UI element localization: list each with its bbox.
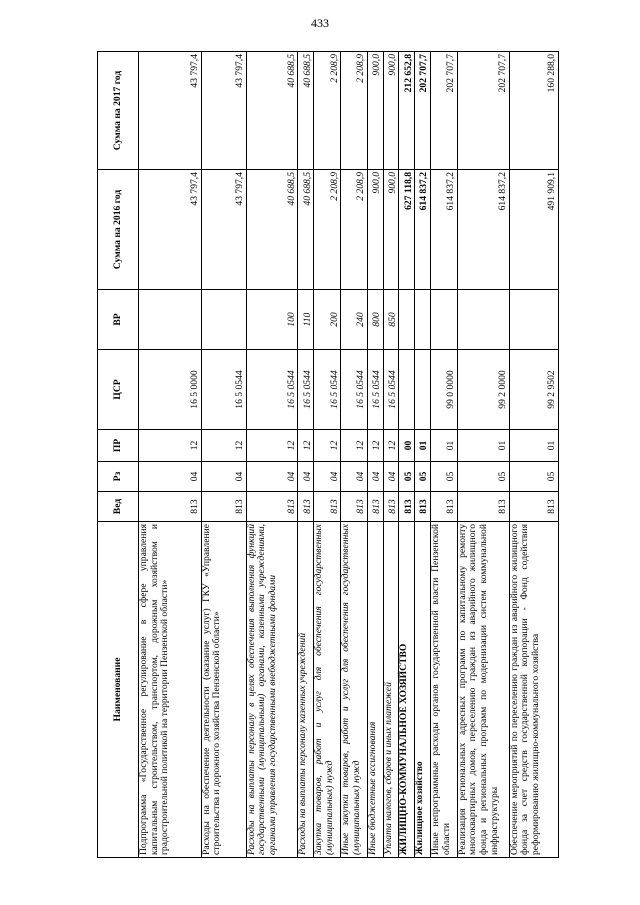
table-row xyxy=(201,52,246,858)
row-pr-cell: 12 xyxy=(298,430,314,462)
row-rz-cell: 05 xyxy=(399,462,415,492)
row-ved-cell: 813 xyxy=(415,492,431,522)
row-vr-cell: 200 xyxy=(314,290,341,350)
row-csr-cell xyxy=(415,350,431,430)
row-vr-cell: 110 xyxy=(298,290,314,350)
budget-table-wrapper xyxy=(97,52,559,858)
row-sum-2016-cell: 2 208,9 xyxy=(314,170,341,290)
row-rz-cell: 04 xyxy=(246,462,298,492)
row-rz-cell: 05 xyxy=(430,462,457,492)
table-row xyxy=(399,52,415,858)
row-sum-2017-cell: 202 707,7 xyxy=(457,52,509,170)
row-sum-2017-cell: 212 652,8 xyxy=(399,52,415,170)
table-row xyxy=(430,52,457,858)
row-csr-cell: 16 5 0544 xyxy=(368,350,384,430)
row-sum-2017-cell: 40 688,5 xyxy=(246,52,298,170)
header-pr: ПР xyxy=(98,430,139,462)
row-name-cell: Реализация региональных адресных программ по капитальному ремонту многоквартирных домов, переселению граждан из аварийного жилищного фонда и региональных программ по модернизации систем коммунальной инфраструктуры xyxy=(457,522,509,858)
budget-table xyxy=(97,51,559,858)
row-sum-2016-cell: 491 909,1 xyxy=(509,170,559,290)
row-rz-cell: 04 xyxy=(298,462,314,492)
row-vr-cell xyxy=(399,290,415,350)
row-csr-cell: 16 5 0544 xyxy=(298,350,314,430)
row-rz-cell: 04 xyxy=(383,462,399,492)
row-sum-2016-cell: 40 688,5 xyxy=(298,170,314,290)
row-name-cell: Иные бюджетные ассигнования xyxy=(368,522,384,858)
row-sum-2016-cell: 614 837,2 xyxy=(415,170,431,290)
table-row xyxy=(509,52,559,858)
row-ved-cell: 813 xyxy=(139,492,202,522)
row-vr-cell: 240 xyxy=(341,290,368,350)
row-sum-2017-cell: 43 797,4 xyxy=(201,52,246,170)
page-number: 433 xyxy=(311,16,329,30)
row-vr-cell: 850 xyxy=(383,290,399,350)
row-ved-cell: 813 xyxy=(341,492,368,522)
row-csr-cell: 16 5 0000 xyxy=(139,350,202,430)
row-pr-cell: 12 xyxy=(341,430,368,462)
row-rz-cell: 05 xyxy=(415,462,431,492)
header-rz: Рз xyxy=(98,462,139,492)
row-sum-2016-cell: 43 797,4 xyxy=(201,170,246,290)
row-ved-cell: 813 xyxy=(457,492,509,522)
row-ved-cell: 813 xyxy=(314,492,341,522)
row-pr-cell: 12 xyxy=(246,430,298,462)
row-pr-cell: 12 xyxy=(201,430,246,462)
row-name-cell: Уплата налогов, сборов и иных платежей xyxy=(383,522,399,858)
row-name-cell: Расходы на выплаты персоналу казенных учреждений xyxy=(298,522,314,858)
row-pr-cell: 01 xyxy=(457,430,509,462)
row-pr-cell: 12 xyxy=(368,430,384,462)
table-row xyxy=(314,52,341,858)
row-pr-cell: 00 xyxy=(399,430,415,462)
row-ved-cell: 813 xyxy=(509,492,559,522)
header-vr: ВР xyxy=(98,290,139,350)
row-ved-cell: 813 xyxy=(399,492,415,522)
table-row xyxy=(139,52,202,858)
header-sum-2016: Сумма на 2016 год xyxy=(98,170,139,290)
row-csr-cell: 16 5 0544 xyxy=(383,350,399,430)
row-name-cell: Расходы на выплаты персоналу в целях обеспечения выполнения функций государственными (муниципальными) органами, казенными учреждениями, органами управления государственными внебюджетными фондами xyxy=(246,522,298,858)
table-row xyxy=(341,52,368,858)
row-csr-cell: 16 5 0544 xyxy=(314,350,341,430)
row-rz-cell: 05 xyxy=(457,462,509,492)
row-ved-cell: 813 xyxy=(298,492,314,522)
row-ved-cell: 813 xyxy=(201,492,246,522)
row-rz-cell: 04 xyxy=(368,462,384,492)
row-csr-cell: 99 2 0000 xyxy=(457,350,509,430)
row-vr-cell: 100 xyxy=(246,290,298,350)
row-name-cell: ЖИЛИЩНО-КОММУНАЛЬНОЕ ХОЗЯЙСТВО xyxy=(399,522,415,858)
row-vr-cell xyxy=(430,290,457,350)
table-row xyxy=(368,52,384,858)
header-name: Наименование xyxy=(98,522,139,858)
row-sum-2017-cell: 202 707,7 xyxy=(415,52,431,170)
row-sum-2017-cell: 202 707,7 xyxy=(430,52,457,170)
row-csr-cell: 16 5 0544 xyxy=(201,350,246,430)
row-rz-cell: 04 xyxy=(139,462,202,492)
row-vr-cell xyxy=(415,290,431,350)
row-vr-cell xyxy=(509,290,559,350)
row-pr-cell: 01 xyxy=(415,430,431,462)
table-row xyxy=(298,52,314,858)
row-pr-cell: 12 xyxy=(314,430,341,462)
row-sum-2016-cell: 2 208,9 xyxy=(341,170,368,290)
table-row xyxy=(415,52,431,858)
row-sum-2017-cell: 43 797,4 xyxy=(139,52,202,170)
row-sum-2017-cell: 900,0 xyxy=(368,52,384,170)
row-sum-2017-cell: 160 288,0 xyxy=(509,52,559,170)
row-name-cell: Расходы на обеспечение деятельности (оказание услуг) ГКУ «Управление строительства и дорожного хозяйства Пензенской области» xyxy=(201,522,246,858)
row-sum-2017-cell: 900,0 xyxy=(383,52,399,170)
row-rz-cell: 04 xyxy=(201,462,246,492)
row-name-cell: Жилищное хозяйство xyxy=(415,522,431,858)
row-vr-cell xyxy=(139,290,202,350)
row-sum-2016-cell: 614 837,2 xyxy=(430,170,457,290)
row-name-cell: Обеспечение мероприятий по переселению граждан из аварийного жилищного фонда за счет средств государственной корпорации - Фонд содействия реформированию жилищно-коммунального хозяйства xyxy=(509,522,559,858)
row-sum-2016-cell: 43 797,4 xyxy=(139,170,202,290)
row-csr-cell: 99 0 0000 xyxy=(430,350,457,430)
row-sum-2016-cell: 900,0 xyxy=(383,170,399,290)
row-csr-cell: 16 5 0544 xyxy=(341,350,368,430)
row-vr-cell: 800 xyxy=(368,290,384,350)
row-name-cell: Иные непрограммные расходы органов государственной власти Пензенской области xyxy=(430,522,457,858)
header-sum-2017: Сумма на 2017 год xyxy=(98,52,139,170)
row-name-cell: Закупка товаров, работ и услуг для обеспечения государственных (муниципальных) нужд xyxy=(314,522,341,858)
row-name-cell: Иные закупки товаров, работ и услуг для обеспечения государственных (муниципальных) нужд xyxy=(341,522,368,858)
row-rz-cell: 05 xyxy=(509,462,559,492)
header-csr: ЦСР xyxy=(98,350,139,430)
table-row xyxy=(383,52,399,858)
row-ved-cell: 813 xyxy=(368,492,384,522)
row-rz-cell: 04 xyxy=(314,462,341,492)
row-csr-cell xyxy=(399,350,415,430)
table-row xyxy=(246,52,298,858)
table-row xyxy=(457,52,509,858)
row-csr-cell: 16 5 0544 xyxy=(246,350,298,430)
row-ved-cell: 813 xyxy=(246,492,298,522)
row-csr-cell: 99 2 9502 xyxy=(509,350,559,430)
row-pr-cell: 01 xyxy=(430,430,457,462)
table-header-row xyxy=(98,52,139,858)
header-ved: Вед xyxy=(98,492,139,522)
row-pr-cell: 12 xyxy=(139,430,202,462)
row-sum-2016-cell: 40 688,5 xyxy=(246,170,298,290)
row-pr-cell: 01 xyxy=(509,430,559,462)
table-body xyxy=(139,52,559,858)
row-sum-2016-cell: 614 837,2 xyxy=(457,170,509,290)
row-sum-2017-cell: 40 688,5 xyxy=(298,52,314,170)
row-ved-cell: 813 xyxy=(430,492,457,522)
row-vr-cell xyxy=(457,290,509,350)
row-sum-2017-cell: 2 208,9 xyxy=(314,52,341,170)
row-pr-cell: 12 xyxy=(383,430,399,462)
row-sum-2016-cell: 627 118,8 xyxy=(399,170,415,290)
row-name-cell: Подпрограмма «Государственное регулирование в сфере управления капитальным строительством, транспортом, дорожным хозяйством и градостроительной политикой на территории Пензенской области» xyxy=(139,522,202,858)
row-sum-2016-cell: 900,0 xyxy=(368,170,384,290)
row-ved-cell: 813 xyxy=(383,492,399,522)
row-sum-2017-cell: 2 208,9 xyxy=(341,52,368,170)
row-rz-cell: 04 xyxy=(341,462,368,492)
row-vr-cell xyxy=(201,290,246,350)
